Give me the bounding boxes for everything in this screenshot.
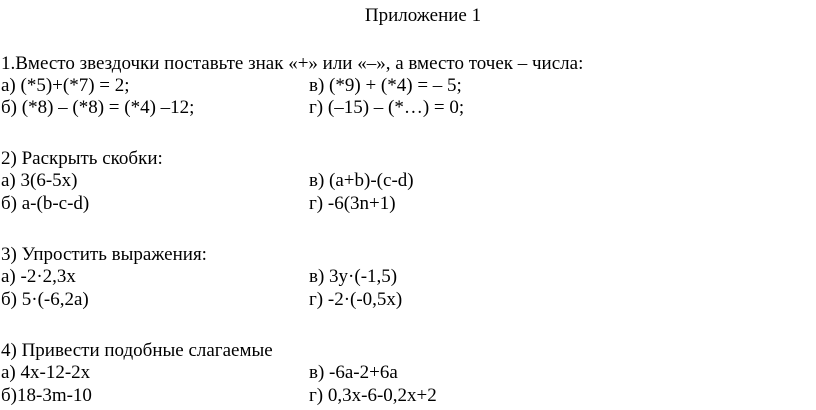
task2-item-b: б) a-(b-c-d) <box>1 193 90 214</box>
task3-item-a: а) -2·2,3х <box>1 266 76 287</box>
task1-heading: 1.Вместо звездочки поставьте знак «+» или «–», а вместо точек – числа: <box>1 53 584 74</box>
task2-heading: 2) Раскрыть скобки: <box>1 148 163 169</box>
task4-item-a: а) 4х-12-2х <box>1 362 91 383</box>
task3-item-b: б) 5·(-6,2а) <box>1 289 89 310</box>
task3-item-g: г) -2·(-0,5х) <box>309 289 403 310</box>
task4-item-v: в) -6а-2+6а <box>309 362 398 383</box>
page-title-text: Приложение 1 <box>364 5 482 26</box>
task1-item-g: г) (–15) – (*…) = 0; <box>309 97 465 118</box>
task2-item-a: а) 3(6-5х) <box>1 170 78 191</box>
task4-heading: 4) Привести подобные слагаемые <box>1 340 273 361</box>
task4-item-b: б)18-3m-10 <box>1 385 92 406</box>
task3-item-v: в) 3у·(-1,5) <box>309 266 398 287</box>
task3-heading: 3) Упростить выражения: <box>1 244 207 265</box>
task1-item-v: в) (*9) + (*4) = – 5; <box>309 75 462 96</box>
task1-item-a: а) (*5)+(*7) = 2; <box>1 75 130 96</box>
task2-item-g: г) -6(3n+1) <box>309 193 396 214</box>
task1-item-b: б) (*8) – (*8) = (*4) –12; <box>1 97 195 118</box>
task2-item-v: в) (а+b)-(c-d) <box>309 170 414 191</box>
task4-item-g: г) 0,3х-6-0,2х+2 <box>309 385 437 406</box>
page-title <box>0 5 816 26</box>
